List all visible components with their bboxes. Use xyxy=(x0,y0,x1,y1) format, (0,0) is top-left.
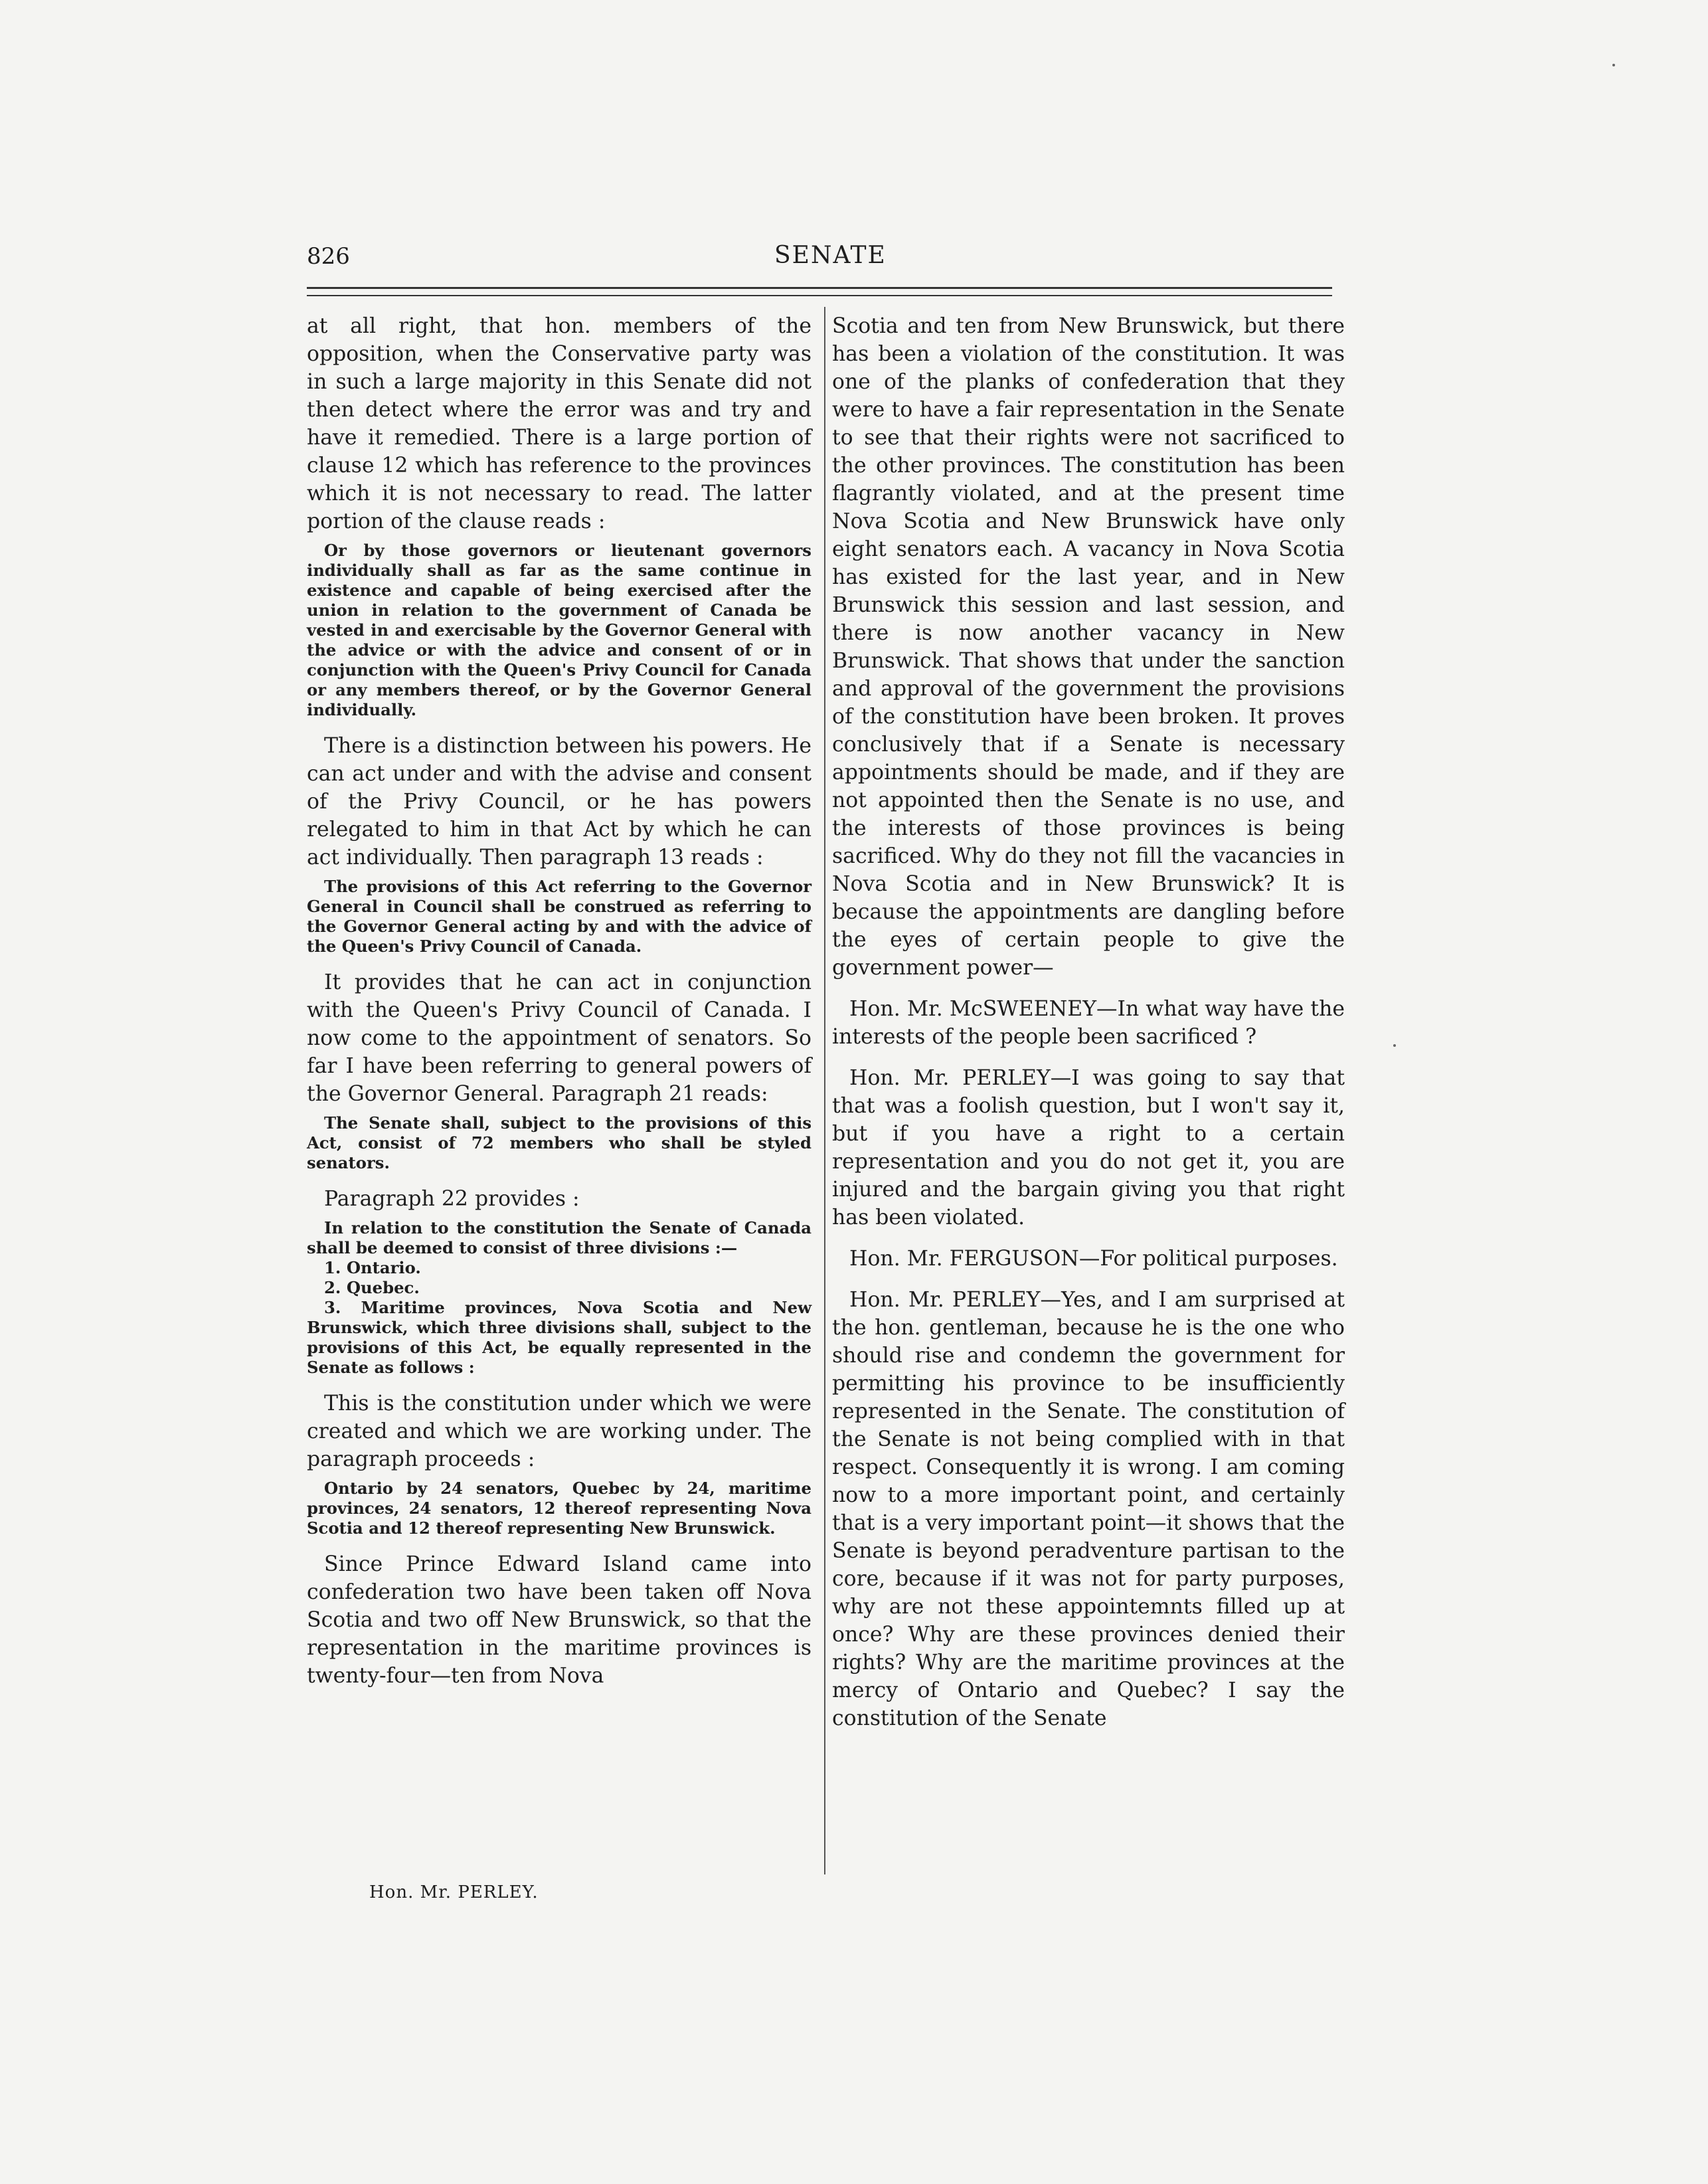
paragraph: Since Prince Edward Island came into confederation two have been taken off Nova Scotia and two off New Brunswick, so that the representation in the maritime provinces is twenty-four—ten from Nova xyxy=(307,1552,811,1688)
quoted-text: The provisions of this Act referring to the Governor General in Council shall be construed as referring to the Governor General acting by and with the advice of the Queen's Privy Council of Canada. xyxy=(307,877,811,956)
paragraph: Hon. Mr. PERLEY—I was going to say that that was a foolish question, but I won't say it, but if you have a right to a certain representation and you do not get it, you are injured and the bargain giving you that right has been violated. xyxy=(832,1066,1345,1229)
header-rule-bottom xyxy=(307,295,1332,296)
left-column xyxy=(307,312,811,1690)
paragraph: Scotia and ten from New Brunswick, but there has been a violation of the constitution. It was one of the planks of confederation that they were to have a fair representation in the Senate to see that their rights were not sacrificed to the other provinces. The constitution has been flagrantly violated, and at the present time Nova Scotia and New Brunswick have only eight senators each. A vacancy in Nova Scotia has existed for the last year, and in New Brunswick this session and last session, and there is now another vacancy in New Brunswick. That shows that under the sanction and approval of the government the provisions of the constitution have been broken. It proves conclusively that if a Senate is necessary appointments should be made, and if they are not appointed then the Senate is no use, and the interests of those provinces is being sacrificed. Why do they not fill the vacancies in Nova Scotia and in New Brunswick? It is because the appointments are dangling before the eyes of certain people to give the government power— xyxy=(832,314,1345,980)
paragraph: Hon. Mr. FERGUSON—For political purposes. xyxy=(849,1247,1338,1271)
paragraph: Hon. Mr. PERLEY—Yes, and I am surprised at the hon. gentleman, because he is the one who should rise and condemn the government for permitting his province to be insufficiently represented in the Senate. The constitution of the Senate is not being complied with in that respect. Consequently it is wrong. I am coming now to a more important point, and certainly that is a very important point—it shows that the Senate is beyond peradventure partisan to the core, because if it was not for party purposes, why are not these appointemnts filled up at once? Why are these provinces denied their rights? Why are the maritime provinces at the mercy of Ontario and Quebec? I say the constitution of the Senate xyxy=(832,1288,1345,1730)
column-divider xyxy=(824,307,825,1874)
paragraph: Hon. Mr. McSWEENEY—In what way have the interests of the people been sacrificed ? xyxy=(832,997,1345,1049)
quoted-text: The Senate shall, subject to the provisions of this Act, consist of 72 members who shall be styled senators. xyxy=(307,1113,811,1172)
scan-speck xyxy=(1393,1044,1396,1047)
header-rule-top xyxy=(307,287,1332,289)
footer-speaker: Hon. Mr. PERLEY. xyxy=(369,1882,539,1902)
quoted-list xyxy=(307,1218,811,1378)
paragraph: at all right, that hon. members of the opposition, when the Conservative party was in such a large majority in this Senate did not then detect where the error was and try and have it remedied. There is a large portion of clause 12 which has reference to the provinces which it is not necessary to read. The latter portion of the clause reads : xyxy=(307,314,811,533)
right-column xyxy=(832,312,1345,1732)
page-number: 826 xyxy=(307,243,350,270)
paragraph: It provides that he can act in conjunction with the Queen's Privy Council of Canada. I now come to the appointment of senators. So far I have been referring to general powers of the Governor General. Paragraph 21 reads: xyxy=(307,970,811,1106)
paragraph: Paragraph 22 provides : xyxy=(324,1187,580,1211)
paragraph: There is a distinction between his powers. He can act under and with the advise and consent of the Privy Council, or he has powers relegated to him in that Act by which he can act individually. Then paragraph 13 reads : xyxy=(307,734,811,869)
list-item: 1. Ontario. xyxy=(324,1258,421,1277)
quoted-text: Ontario by 24 senators, Quebec by 24, maritime provinces, 24 senators, 12 thereof representing Nova Scotia and 12 thereof representing New Brunswick. xyxy=(307,1479,811,1538)
list-item: 3. Maritime provinces, Nova Scotia and New Brunswick, which three divisions shall, subject to the provisions of this Act, be equally represented in the Senate as follows : xyxy=(307,1298,811,1377)
paragraph: This is the constitution under which we were created and which we are working under. The paragraph proceeds : xyxy=(307,1392,811,1471)
list-item: 2. Quebec. xyxy=(324,1278,420,1297)
scan-speck xyxy=(1612,64,1615,66)
page-title: SENATE xyxy=(774,242,887,269)
list-intro: In relation to the constitution the Senate of Canada shall be deemed to consist of three divisions :— xyxy=(307,1218,811,1257)
quoted-text: Or by those governors or lieutenant governors individually shall as far as the same continue in existence and capable of being exercised after the union in relation to the government of Canada be vested in and exercisable by the Governor General with the advice or with the advice and consent of or in conjunction with the Queen's Privy Council for Canada or any members thereof, or by the Governor General individually. xyxy=(307,541,811,719)
